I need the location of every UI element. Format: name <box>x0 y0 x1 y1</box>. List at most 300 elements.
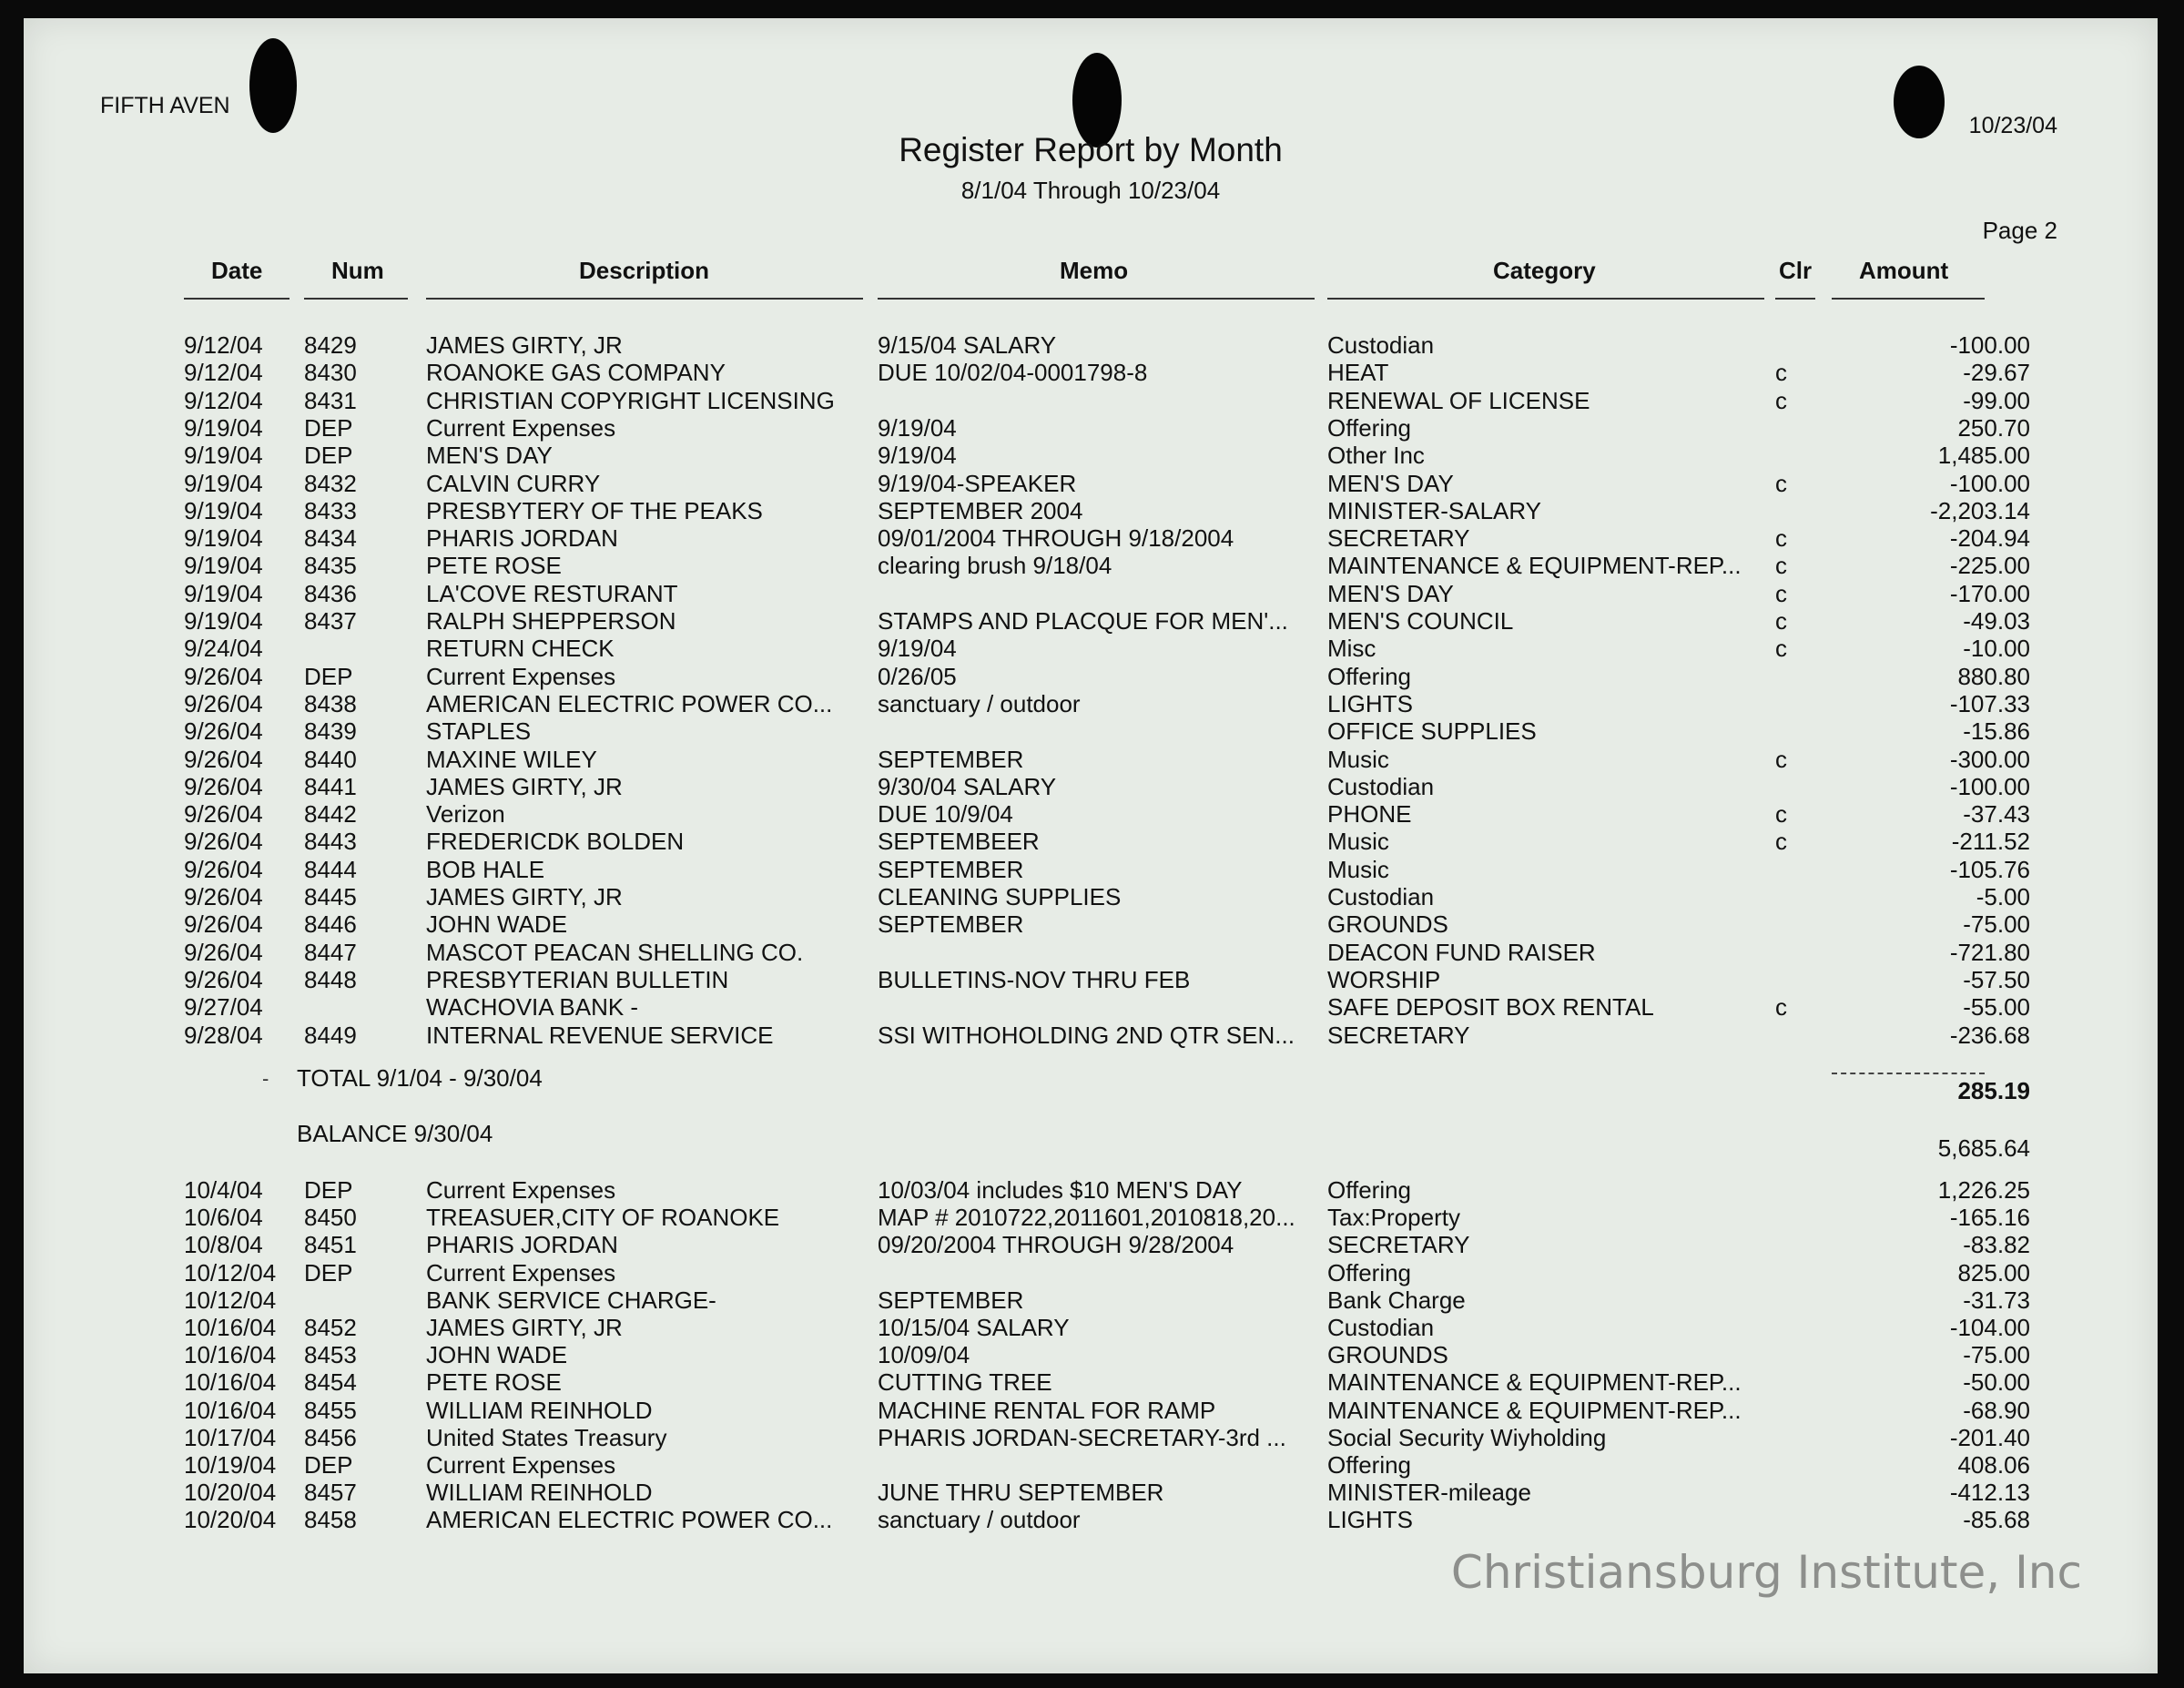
description-cell: AMERICAN ELECTRIC POWER CO... <box>426 1506 833 1534</box>
table-row <box>24 1176 2158 1204</box>
category-cell: MAINTENANCE & EQUIPMENT-REP... <box>1327 1396 1742 1424</box>
category-cell: MAINTENANCE & EQUIPMENT-REP... <box>1327 552 1742 580</box>
category-cell: SAFE DEPOSIT BOX RENTAL <box>1327 993 1654 1022</box>
num-cell: DEP <box>304 413 353 442</box>
description-cell: Verizon <box>426 800 505 829</box>
table-row <box>24 1231 2158 1258</box>
description-cell: CHRISTIAN COPYRIGHT LICENSING <box>426 386 835 414</box>
num-cell: 8452 <box>304 1314 357 1341</box>
category-cell: SECRETARY <box>1327 524 1470 553</box>
num-cell: 8448 <box>304 965 357 993</box>
description-cell: JAMES GIRTY, JR <box>426 772 623 800</box>
memo-cell: SEPTEMBER <box>878 855 1024 883</box>
category-cell: DEACON FUND RAISER <box>1327 938 1596 966</box>
table-row <box>24 1022 2158 1049</box>
description-cell: BANK SERVICE CHARGE- <box>426 1286 716 1314</box>
description-cell: RALPH SHEPPERSON <box>426 607 676 635</box>
date-cell: 9/19/04 <box>184 496 263 524</box>
mark: - <box>262 1067 269 1090</box>
table-row <box>24 580 2158 607</box>
table-row <box>24 800 2158 828</box>
memo-cell: MACHINE RENTAL FOR RAMP <box>878 1396 1216 1424</box>
category-cell: GROUNDS <box>1327 910 1448 939</box>
column-header-clr: Clr <box>1779 257 1813 284</box>
num-cell: 8430 <box>304 359 357 387</box>
clr-cell: c <box>1775 524 1787 553</box>
date-cell: 10/16/04 <box>184 1396 277 1424</box>
memo-cell: sanctuary / outdoor <box>878 1506 1081 1534</box>
description-cell: JAMES GIRTY, JR <box>426 331 623 359</box>
memo-cell: 9/30/04 SALARY <box>878 772 1057 800</box>
column-header-date: Date <box>211 257 263 284</box>
table-row <box>24 856 2158 883</box>
description-cell: CALVIN CURRY <box>426 469 601 497</box>
table-row <box>24 1506 2158 1533</box>
description-cell: WILLIAM REINHOLD <box>426 1396 653 1424</box>
category-cell: Offering <box>1327 1176 1412 1204</box>
date-cell: 9/26/04 <box>184 717 263 746</box>
date-cell: 9/24/04 <box>184 635 263 663</box>
memo-cell: PHARIS JORDAN-SECRETARY-3rd ... <box>878 1423 1286 1451</box>
amount-cell: -2,203.14 <box>1930 496 2030 524</box>
category-cell: LIGHTS <box>1327 689 1413 717</box>
date-cell: 9/12/04 <box>184 331 263 359</box>
category-cell: Custodian <box>1327 772 1435 800</box>
category-cell: SECRETARY <box>1327 1231 1470 1259</box>
num-cell: 8439 <box>304 717 357 746</box>
description-cell: FREDERICDK BOLDEN <box>426 828 685 856</box>
description-cell: PHARIS JORDAN <box>426 524 618 553</box>
date-cell: 10/16/04 <box>184 1314 277 1341</box>
table-row <box>24 746 2158 773</box>
table-row <box>24 1397 2158 1424</box>
table-row <box>24 828 2158 855</box>
description-cell: PHARIS JORDAN <box>426 1231 618 1259</box>
report-date-range: 8/1/04 Through 10/23/04 <box>960 177 1221 204</box>
description-cell: PETE ROSE <box>426 1368 562 1397</box>
category-cell: Misc <box>1327 635 1376 663</box>
column-header-amount: Amount <box>1859 257 1949 284</box>
num-cell: 8435 <box>304 552 357 580</box>
category-cell: MAINTENANCE & EQUIPMENT-REP... <box>1327 1368 1742 1397</box>
header-rule <box>426 298 863 300</box>
balance-label: BALANCE 9/30/04 <box>297 1120 493 1147</box>
category-cell: Social Security Wiyholding <box>1327 1423 1607 1451</box>
table-row <box>24 359 2158 386</box>
description-cell: PRESBYTERY OF THE PEAKS <box>426 496 763 524</box>
date-cell: 9/12/04 <box>184 386 263 414</box>
category-cell: Other Inc <box>1327 442 1425 470</box>
report-date: 10/23/04 <box>1968 113 2057 138</box>
amount-cell: -68.90 <box>1963 1396 2030 1424</box>
amount-cell: -50.00 <box>1963 1368 2030 1397</box>
category-cell: PHONE <box>1327 800 1412 829</box>
clr-cell: c <box>1775 828 1787 856</box>
description-cell: JOHN WADE <box>426 910 568 939</box>
memo-cell: 9/19/04 <box>878 413 957 442</box>
memo-cell: 10/15/04 SALARY <box>878 1314 1070 1341</box>
table-row <box>24 387 2158 414</box>
date-cell: 9/19/04 <box>184 524 263 553</box>
memo-cell: SSI WITHOHOLDING 2ND QTR SEN... <box>878 1021 1295 1049</box>
num-cell: 8454 <box>304 1368 357 1397</box>
clr-cell: c <box>1775 607 1787 635</box>
header-rule <box>1327 298 1764 300</box>
amount-cell: 825.00 <box>1957 1258 2030 1286</box>
table-row <box>24 1314 2158 1341</box>
memo-cell: SEPTEMBER 2004 <box>878 496 1083 524</box>
table-row <box>24 607 2158 635</box>
clr-cell: c <box>1775 993 1787 1022</box>
date-cell: 9/26/04 <box>184 800 263 829</box>
amount-cell: -57.50 <box>1963 965 2030 993</box>
category-cell: MEN'S COUNCIL <box>1327 607 1514 635</box>
num-cell: 8444 <box>304 855 357 883</box>
amount-cell: -170.00 <box>1949 579 2030 607</box>
table-row <box>24 1479 2158 1506</box>
table-row <box>24 1368 2158 1396</box>
table-row <box>24 966 2158 993</box>
table-row <box>24 1341 2158 1368</box>
table-row <box>24 1451 2158 1479</box>
description-cell: RETURN CHECK <box>426 635 615 663</box>
memo-cell: 09/20/2004 THROUGH 9/28/2004 <box>878 1231 1234 1259</box>
memo-cell: MAP # 2010722,2011601,2010818,20... <box>878 1204 1295 1232</box>
page-number: Page 2 <box>1982 217 2057 244</box>
date-cell: 10/17/04 <box>184 1423 277 1451</box>
category-cell: Offering <box>1327 662 1412 690</box>
memo-cell: clearing brush 9/18/04 <box>878 552 1112 580</box>
date-cell: 9/26/04 <box>184 938 263 966</box>
num-cell: 8456 <box>304 1423 357 1451</box>
category-cell: HEAT <box>1327 359 1389 387</box>
date-cell: 9/19/04 <box>184 607 263 635</box>
memo-cell: 10/03/04 includes $10 MEN'S DAY <box>878 1176 1243 1204</box>
date-cell: 9/26/04 <box>184 772 263 800</box>
category-cell: Custodian <box>1327 1314 1435 1341</box>
table-row <box>24 1286 2158 1314</box>
memo-cell: SEPTEMBER <box>878 910 1024 939</box>
memo-cell: 9/19/04 <box>878 635 957 663</box>
punch-hole <box>1894 66 1945 138</box>
amount-cell: 1,226.25 <box>1937 1176 2030 1204</box>
num-cell: 8451 <box>304 1231 357 1259</box>
header-rule <box>184 298 290 300</box>
amount-cell: -49.03 <box>1963 607 2030 635</box>
num-cell: 8433 <box>304 496 357 524</box>
num-cell: 8436 <box>304 579 357 607</box>
amount-cell: -37.43 <box>1963 800 2030 829</box>
date-cell: 9/26/04 <box>184 855 263 883</box>
date-cell: 10/12/04 <box>184 1286 277 1314</box>
clr-cell: c <box>1775 800 1787 829</box>
description-cell: MASCOT PEACAN SHELLING CO. <box>426 938 804 966</box>
table-row <box>24 993 2158 1021</box>
num-cell: 8453 <box>304 1341 357 1369</box>
table-row <box>24 414 2158 442</box>
table-row <box>24 1259 2158 1286</box>
num-cell: 8455 <box>304 1396 357 1424</box>
clr-cell: c <box>1775 386 1787 414</box>
category-cell: Offering <box>1327 1451 1412 1479</box>
amount-cell: 880.80 <box>1957 662 2030 690</box>
header-rule <box>304 298 408 300</box>
amount-cell: -105.76 <box>1949 855 2030 883</box>
description-cell: ROANOKE GAS COMPANY <box>426 359 726 387</box>
date-cell: 9/19/04 <box>184 552 263 580</box>
description-cell: BOB HALE <box>426 855 545 883</box>
num-cell: DEP <box>304 662 353 690</box>
category-cell: MINISTER-mileage <box>1327 1479 1531 1507</box>
organization-name: FIFTH AVEN <box>100 93 230 118</box>
memo-cell: 09/01/2004 THROUGH 9/18/2004 <box>878 524 1234 553</box>
date-cell: 9/19/04 <box>184 413 263 442</box>
memo-cell: CLEANING SUPPLIES <box>878 883 1122 910</box>
date-cell: 10/12/04 <box>184 1258 277 1286</box>
table-row <box>24 331 2158 359</box>
category-cell: SECRETARY <box>1327 1021 1470 1049</box>
description-cell: PRESBYTERIAN BULLETIN <box>426 965 729 993</box>
category-cell: Music <box>1327 828 1389 856</box>
description-cell: STAPLES <box>426 717 532 746</box>
description-cell: Current Expenses <box>426 413 616 442</box>
memo-cell: sanctuary / outdoor <box>878 689 1081 717</box>
date-cell: 9/26/04 <box>184 662 263 690</box>
date-cell: 10/8/04 <box>184 1231 263 1259</box>
table-row <box>24 910 2158 938</box>
amount-cell: -204.94 <box>1949 524 2030 553</box>
num-cell: 8432 <box>304 469 357 497</box>
amount-cell: -107.33 <box>1949 689 2030 717</box>
clr-cell: c <box>1775 552 1787 580</box>
amount-cell: -225.00 <box>1949 552 2030 580</box>
date-cell: 9/19/04 <box>184 442 263 470</box>
num-cell: 8447 <box>304 938 357 966</box>
table-row <box>24 497 2158 524</box>
amount-cell: -721.80 <box>1949 938 2030 966</box>
report-page <box>24 18 2158 1673</box>
table-row <box>24 442 2158 469</box>
date-cell: 9/26/04 <box>184 965 263 993</box>
amount-cell: -300.00 <box>1949 745 2030 773</box>
memo-cell: BULLETINS-NOV THRU FEB <box>878 965 1191 993</box>
category-cell: WORSHIP <box>1327 965 1441 993</box>
memo-cell: SEPTEMBER <box>878 1286 1024 1314</box>
num-cell: DEP <box>304 1451 353 1479</box>
table-row <box>24 524 2158 552</box>
table-row <box>24 939 2158 966</box>
num-cell: 8434 <box>304 524 357 553</box>
description-cell: AMERICAN ELECTRIC POWER CO... <box>426 689 833 717</box>
num-cell: 8431 <box>304 386 357 414</box>
column-header-category: Category <box>1493 257 1596 284</box>
num-cell: 8442 <box>304 800 357 829</box>
num-cell: 8457 <box>304 1479 357 1507</box>
memo-cell: DUE 10/02/04-0001798-8 <box>878 359 1148 387</box>
amount-cell: -165.16 <box>1949 1204 2030 1232</box>
date-cell: 9/19/04 <box>184 469 263 497</box>
report-title: Register Report by Month <box>899 131 1283 168</box>
amount-cell: -201.40 <box>1949 1423 2030 1451</box>
date-cell: 9/28/04 <box>184 1021 263 1049</box>
table-row <box>24 1204 2158 1231</box>
clr-cell: c <box>1775 359 1787 387</box>
num-cell: DEP <box>304 442 353 470</box>
date-cell: 9/26/04 <box>184 745 263 773</box>
column-header-num: Num <box>331 257 384 284</box>
amount-cell: -412.13 <box>1949 1479 2030 1507</box>
table-row <box>24 883 2158 910</box>
clr-cell: c <box>1775 469 1787 497</box>
category-cell: Music <box>1327 855 1389 883</box>
memo-cell: 9/19/04-SPEAKER <box>878 469 1077 497</box>
table-row <box>24 470 2158 497</box>
header-rule <box>1775 298 1815 300</box>
category-cell: Offering <box>1327 413 1412 442</box>
category-cell: Tax:Property <box>1327 1204 1460 1232</box>
category-cell: Music <box>1327 745 1389 773</box>
num-cell: 8450 <box>304 1204 357 1232</box>
column-header-memo: Memo <box>1060 257 1129 284</box>
category-cell: MEN'S DAY <box>1327 469 1454 497</box>
num-cell: DEP <box>304 1258 353 1286</box>
amount-cell: -211.52 <box>1951 828 2030 856</box>
memo-cell: 9/15/04 SALARY <box>878 331 1057 359</box>
date-cell: 9/26/04 <box>184 910 263 939</box>
description-cell: United States Treasury <box>426 1423 667 1451</box>
total-label: TOTAL 9/1/04 - 9/30/04 <box>297 1064 543 1092</box>
table-row <box>24 773 2158 800</box>
memo-cell: CUTTING TREE <box>878 1368 1052 1397</box>
header-rule <box>1832 298 1985 300</box>
amount-cell: -5.00 <box>1976 883 2030 910</box>
date-cell: 9/19/04 <box>184 579 263 607</box>
category-cell: Custodian <box>1327 883 1435 910</box>
description-cell: Current Expenses <box>426 1176 616 1204</box>
description-cell: JAMES GIRTY, JR <box>426 883 623 910</box>
date-cell: 10/4/04 <box>184 1176 263 1204</box>
num-cell: 8445 <box>304 883 357 910</box>
category-cell: GROUNDS <box>1327 1341 1448 1369</box>
category-cell: OFFICE SUPPLIES <box>1327 717 1537 746</box>
amount-cell: -83.82 <box>1963 1231 2030 1259</box>
num-cell: 8441 <box>304 772 357 800</box>
memo-cell: STAMPS AND PLACQUE FOR MEN'... <box>878 607 1288 635</box>
amount-cell: -15.86 <box>1963 717 2030 746</box>
amount-cell: -100.00 <box>1949 331 2030 359</box>
num-cell: DEP <box>304 1176 353 1204</box>
amount-cell: -55.00 <box>1963 993 2030 1022</box>
balance-amount: 5,685.64 <box>1937 1134 2030 1162</box>
num-cell: 8446 <box>304 910 357 939</box>
description-cell: PETE ROSE <box>426 552 562 580</box>
punch-hole <box>249 38 297 133</box>
total-amount: 285.19 <box>1957 1077 2030 1104</box>
category-cell: LIGHTS <box>1327 1506 1413 1534</box>
description-cell: LA'COVE RESTURANT <box>426 579 678 607</box>
amount-cell: 250.70 <box>1957 413 2030 442</box>
clr-cell: c <box>1775 635 1787 663</box>
memo-cell: 10/09/04 <box>878 1341 970 1369</box>
category-cell: RENEWAL OF LICENSE <box>1327 386 1590 414</box>
amount-cell: -75.00 <box>1963 910 2030 939</box>
amount-cell: -100.00 <box>1949 469 2030 497</box>
category-cell: Custodian <box>1327 331 1435 359</box>
memo-cell: SEPTEMBER <box>878 745 1024 773</box>
num-cell: 8449 <box>304 1021 357 1049</box>
amount-cell: -236.68 <box>1949 1021 2030 1049</box>
table-row <box>24 552 2158 579</box>
memo-cell: DUE 10/9/04 <box>878 800 1013 829</box>
num-cell: 8438 <box>304 689 357 717</box>
amount-cell: -85.68 <box>1963 1506 2030 1534</box>
description-cell: TREASUER,CITY OF ROANOKE <box>426 1204 780 1232</box>
amount-cell: 1,485.00 <box>1937 442 2030 470</box>
description-cell: Current Expenses <box>426 1258 616 1286</box>
table-row <box>24 663 2158 690</box>
watermark: Christiansburg Institute, Inc <box>1450 1546 2082 1599</box>
description-cell: JAMES GIRTY, JR <box>426 1314 623 1341</box>
category-cell: MEN'S DAY <box>1327 579 1454 607</box>
description-cell: INTERNAL REVENUE SERVICE <box>426 1021 774 1049</box>
memo-cell: 0/26/05 <box>878 662 957 690</box>
table-row <box>24 635 2158 662</box>
description-cell: WACHOVIA BANK - <box>426 993 639 1022</box>
num-cell: 8458 <box>304 1506 357 1534</box>
num-cell: 8440 <box>304 745 357 773</box>
date-cell: 10/20/04 <box>184 1479 277 1507</box>
amount-cell: -104.00 <box>1949 1314 2030 1341</box>
description-cell: MAXINE WILEY <box>426 745 597 773</box>
amount-cell: -10.00 <box>1963 635 2030 663</box>
memo-cell: JUNE THRU SEPTEMBER <box>878 1479 1164 1507</box>
table-row <box>24 717 2158 745</box>
amount-cell: -29.67 <box>1963 359 2030 387</box>
category-cell: MINISTER-SALARY <box>1327 496 1542 524</box>
amount-cell: -99.00 <box>1963 386 2030 414</box>
date-cell: 9/26/04 <box>184 689 263 717</box>
header-rule <box>878 298 1315 300</box>
date-cell: 9/26/04 <box>184 883 263 910</box>
num-cell: 8443 <box>304 828 357 856</box>
category-cell: Bank Charge <box>1327 1286 1466 1314</box>
description-cell: JOHN WADE <box>426 1341 568 1369</box>
table-row <box>24 690 2158 717</box>
date-cell: 10/6/04 <box>184 1204 263 1232</box>
date-cell: 10/20/04 <box>184 1506 277 1534</box>
date-cell: 9/12/04 <box>184 359 263 387</box>
date-cell: 10/19/04 <box>184 1451 277 1479</box>
date-cell: 9/26/04 <box>184 828 263 856</box>
clr-cell: c <box>1775 579 1787 607</box>
amount-cell: -31.73 <box>1963 1286 2030 1314</box>
amount-cell: -75.00 <box>1963 1341 2030 1369</box>
num-cell: 8429 <box>304 331 357 359</box>
date-cell: 10/16/04 <box>184 1341 277 1369</box>
clr-cell: c <box>1775 745 1787 773</box>
amount-cell: -100.00 <box>1949 772 2030 800</box>
memo-cell: 9/19/04 <box>878 442 957 470</box>
table-row <box>24 1424 2158 1451</box>
date-cell: 9/27/04 <box>184 993 263 1022</box>
date-cell: 10/16/04 <box>184 1368 277 1397</box>
total-rule <box>1832 1073 1985 1074</box>
category-cell: Offering <box>1327 1258 1412 1286</box>
column-header-description: Description <box>579 257 710 284</box>
memo-cell: SEPTEMBEER <box>878 828 1040 856</box>
amount-cell: 408.06 <box>1957 1451 2030 1479</box>
num-cell: 8437 <box>304 607 357 635</box>
